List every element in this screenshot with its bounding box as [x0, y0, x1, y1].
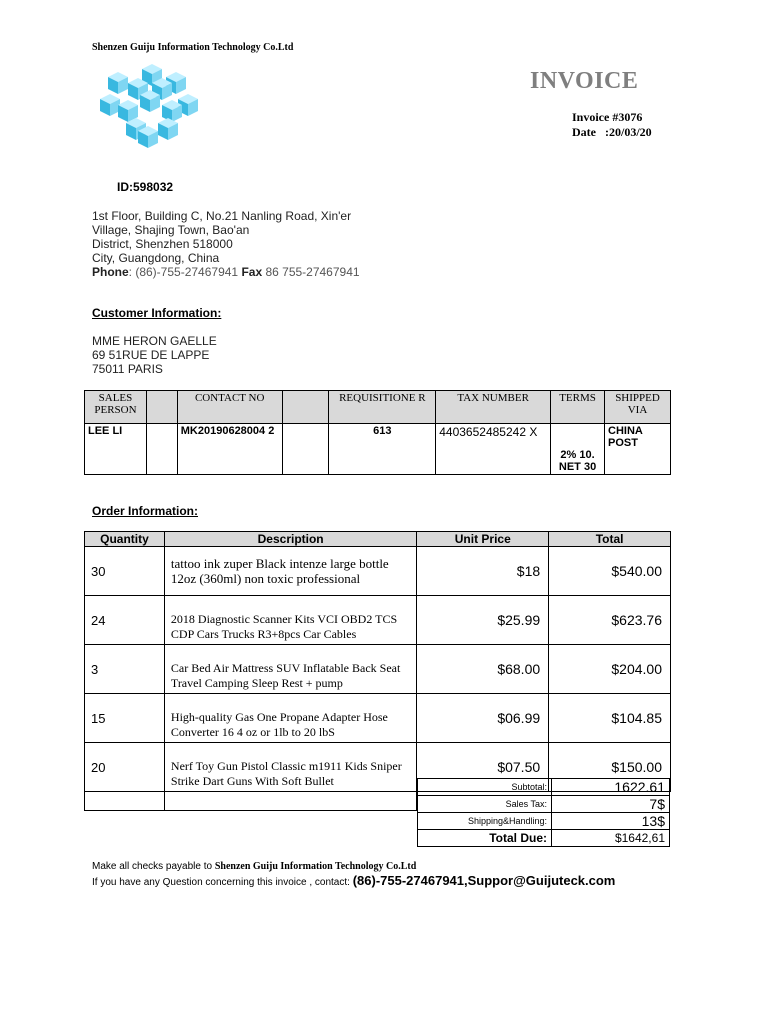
item-unit-price: $07.50 [417, 743, 549, 792]
item-quantity: 20 [85, 743, 165, 792]
invoice-date: Date :20/03/20 [572, 125, 652, 139]
cell-blank [282, 424, 329, 475]
invoice-title: INVOICE [530, 68, 639, 94]
item-quantity: 3 [85, 645, 165, 694]
item-total: $150.00 [549, 743, 671, 792]
address-line: 1st Floor, Building C, No.21 Nanling Road, Xin'er [92, 209, 352, 223]
customer-heading: Customer Information: [92, 306, 222, 320]
order-heading: Order Information: [92, 504, 199, 518]
item-total: $623.76 [549, 596, 671, 645]
table-row [85, 547, 671, 596]
fax-label: Fax [241, 265, 263, 279]
total-due-value: $1642,61 [552, 830, 670, 847]
header-unit-price: Unit Price [417, 532, 549, 547]
customer-line: 75011 PARIS [92, 362, 163, 376]
item-unit-price: $25.99 [417, 596, 549, 645]
empty-cell [85, 792, 165, 811]
address-line: Village, Shajing Town, Bao'an [92, 223, 250, 237]
subtotal-label: Subtotal: [418, 779, 552, 796]
total-due-label: Total Due: [418, 830, 552, 847]
subtotal-value: 1622.61 [552, 779, 670, 796]
item-description: High-quality Gas One Propane Adapter Hose Converter 16 4 oz or 1lb to 20 lbS [164, 694, 416, 743]
address-line: City, Guangdong, China [92, 251, 220, 265]
header-sales-person: SALES PERSON [85, 391, 147, 424]
cell-tax-number: 4403652485242 X [436, 424, 551, 475]
seller-address [92, 209, 360, 279]
header-tax-number: TAX NUMBER [436, 391, 551, 424]
sales-tax-label: Sales Tax: [418, 796, 552, 813]
table-row [85, 645, 671, 694]
table-row [85, 694, 671, 743]
cell-shipped-via: CHINA POST [605, 424, 671, 475]
header-contact-no: CONTACT NO [177, 391, 282, 424]
contact-prefix: If you have any Question concerning this invoice , contact: [92, 877, 353, 888]
header-blank [146, 391, 177, 424]
header-terms: TERMS [551, 391, 605, 424]
item-description: tattoo ink zuper Black intenze large bottle 12oz (360ml) non toxic professional [164, 547, 416, 596]
shipping-label: Shipping&Handling: [418, 813, 552, 830]
empty-cell [164, 792, 416, 811]
table-row [85, 596, 671, 645]
item-total: $104.85 [549, 694, 671, 743]
contact-note [92, 873, 615, 888]
address-line: District, Shenzhen 518000 [92, 237, 233, 251]
phone-number: : (86)-755-27467941 [128, 265, 239, 279]
invoice-meta [572, 110, 652, 140]
cubes-logo-icon [100, 64, 204, 148]
item-total: $204.00 [549, 645, 671, 694]
header-total: Total [549, 532, 671, 547]
checks-payable-note [92, 861, 416, 872]
sales-info-table [84, 390, 671, 475]
header-quantity: Quantity [85, 532, 165, 547]
item-description: Car Bed Air Mattress SUV Inflatable Back Seat Travel Camping Sleep Rest + pump [164, 645, 416, 694]
shipping-value: 13$ [552, 813, 670, 830]
header-requisitioner: REQUISITIONE R [329, 391, 436, 424]
order-table [84, 531, 671, 811]
customer-address [92, 334, 217, 376]
header-blank [282, 391, 329, 424]
header-description: Description [164, 532, 416, 547]
item-quantity: 24 [85, 596, 165, 645]
item-unit-price: $18 [417, 547, 549, 596]
header-shipped-via: SHIPPED VIA [605, 391, 671, 424]
cell-requisitioner: 613 [329, 424, 436, 475]
phone-fax-line [92, 265, 360, 279]
item-description: Nerf Toy Gun Pistol Classic m1911 Kids Sniper Strike Dart Guns With Soft Bullet [164, 743, 416, 792]
item-quantity: 15 [85, 694, 165, 743]
totals-table [417, 778, 670, 847]
cell-contact-no: MK20190628004 2 [177, 424, 282, 475]
item-description: 2018 Diagnostic Scanner Kits VCI OBD2 TCS CDP Cars Trucks R3+8pcs Car Cables [164, 596, 416, 645]
company-name: Shenzen Guiju Information Technology Co.Ltd [92, 42, 294, 53]
cell-terms: 2% 10. NET 30 [551, 424, 605, 475]
checks-prefix: Make all checks payable to [92, 861, 215, 872]
seller-id: ID:598032 [117, 180, 174, 194]
invoice-number: Invoice #3076 [572, 110, 643, 124]
item-quantity: 30 [85, 547, 165, 596]
item-unit-price: $06.99 [417, 694, 549, 743]
cell-sales-person: LEE LI [85, 424, 147, 475]
checks-company: Shenzen Guiju Information Technology Co.Ltd [214, 861, 417, 872]
cell-blank [146, 424, 177, 475]
contact-value: (86)-755-27467941,Suppor@Guijuteck.com [352, 873, 616, 888]
customer-line: 69 51RUE DE LAPPE [92, 348, 210, 362]
item-unit-price: $68.00 [417, 645, 549, 694]
sales-tax-value: 7$ [552, 796, 670, 813]
customer-line: MME HERON GAELLE [92, 334, 217, 348]
fax-number: 86 755-27467941 [262, 265, 360, 279]
item-total: $540.00 [549, 547, 671, 596]
phone-label: Phone [92, 265, 129, 279]
